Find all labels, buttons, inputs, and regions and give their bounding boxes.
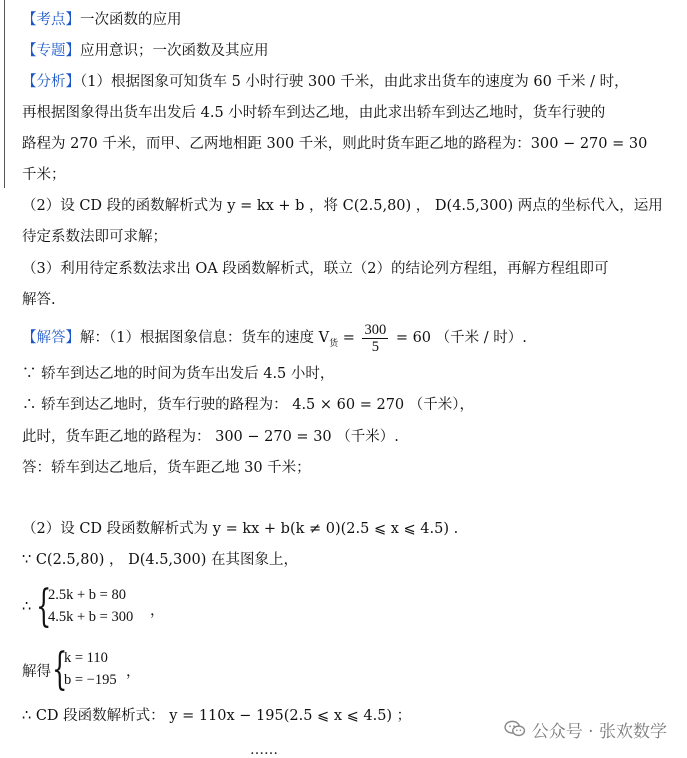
part2-line-1: （2）设 CD 段函数解析式为 y = kx + b(k ≠ 0)(2.5 ⩽ x ⩽ 4.5) . <box>22 521 459 537</box>
part2-last-line: ∴ CD 段函数解析式： y = 110x − 195(2.5 ⩽ x ⩽ 4.5) ； <box>22 708 412 724</box>
fenxi-line-7: （3）利用待定系数法求出 OA 段函数解析式，联立（2）的结论列方程组，再解方程组即可 <box>22 261 609 277</box>
fenxi-line-3: 路程为 270 千米，而甲、乙两地相距 300 千米，则此时货车距乙地的路程为：300 − 270 = 30 <box>22 136 648 152</box>
jieda-tail: = 60 （千米 / 时）. <box>395 330 527 346</box>
left-brace-2: { <box>52 644 68 695</box>
fenxi-tag: 【分析】 <box>22 74 80 90</box>
velocity-subscript: 货 <box>329 339 339 349</box>
equation-system-2 <box>22 644 222 698</box>
margin-rule <box>4 0 5 188</box>
fenxi-text-1: （1）根据图象可知货车 5 小时行驶 300 千米，由此求出货车的速度为 60 千米 / 时， <box>80 74 629 90</box>
equals-sign: = <box>342 330 355 346</box>
jieda-tag: 【解答】 <box>22 330 80 346</box>
system-2-comma: ， <box>126 664 141 680</box>
fraction-denominator: 5 <box>371 338 379 355</box>
zhuanti-text: 应用意识；一次函数及其应用 <box>80 43 269 59</box>
system-2-row-1: k = 110 <box>64 650 108 666</box>
part2-line-2: ∵ C(2.5,80) ， D(4.5,300) 在其图象上， <box>22 552 298 568</box>
watermark-text: 公众号 · 张欢数学 <box>531 721 667 742</box>
fenxi-line-1 <box>22 72 629 92</box>
jieda-head: 解：（1）根据图象信息：货车的速度 V <box>80 330 330 346</box>
kaodian-tag: 【考点】 <box>22 12 80 28</box>
kaodian-line <box>22 10 182 30</box>
jieda-line-1 <box>22 321 527 361</box>
system-2-row-2: b = −195 <box>64 672 117 688</box>
therefore-symbol: ∴ <box>22 599 32 615</box>
solve-label: 解得 <box>22 664 51 680</box>
left-brace-1: { <box>36 581 52 632</box>
jieda-line-4: 此时，货车距乙地的路程为： 300 − 270 = 30 （千米）. <box>22 429 399 445</box>
fenxi-line-5: （2）设 CD 段的函数解析式为 y = kx + b ，将 C(2.5,80) ， D(4.5,300) 两点的坐标代入，运用 <box>22 198 663 214</box>
wechat-icon <box>504 720 526 738</box>
zhuanti-tag: 【专题】 <box>22 43 80 59</box>
fenxi-line-8: 解答. <box>22 292 56 308</box>
kaodian-text: 一次函数的应用 <box>80 12 182 28</box>
speed-fraction <box>362 322 388 355</box>
cutoff-text: …… <box>250 742 278 758</box>
jieda-line-5: 答：轿车到达乙地后，货车距乙地 30 千米； <box>22 460 311 476</box>
system-1-row-1: 2.5k + b = 80 <box>48 587 126 603</box>
jieda-line-2: ∵ 轿车到达乙地的时间为货车出发后 4.5 小时， <box>22 366 335 382</box>
fenxi-line-6: 待定系数法即可求解； <box>22 229 167 245</box>
system-1-comma: ， <box>150 603 165 619</box>
fraction-numerator: 300 <box>364 321 387 338</box>
system-1-row-2: 4.5k + b = 300 <box>48 609 134 625</box>
jieda-line-3: ∴ 轿车到达乙地时，货车行驶的路程为： 4.5 × 60 = 270 （千米）， <box>22 397 474 413</box>
zhuanti-line <box>22 41 269 61</box>
watermark <box>504 716 667 742</box>
fenxi-line-4: 千米； <box>22 167 66 183</box>
fenxi-line-2: 再根据图象得出货车出发后 4.5 小时轿车到达乙地，由此求出轿车到达乙地时，货车行驶的 <box>22 105 606 121</box>
equation-system-1 <box>22 581 222 635</box>
